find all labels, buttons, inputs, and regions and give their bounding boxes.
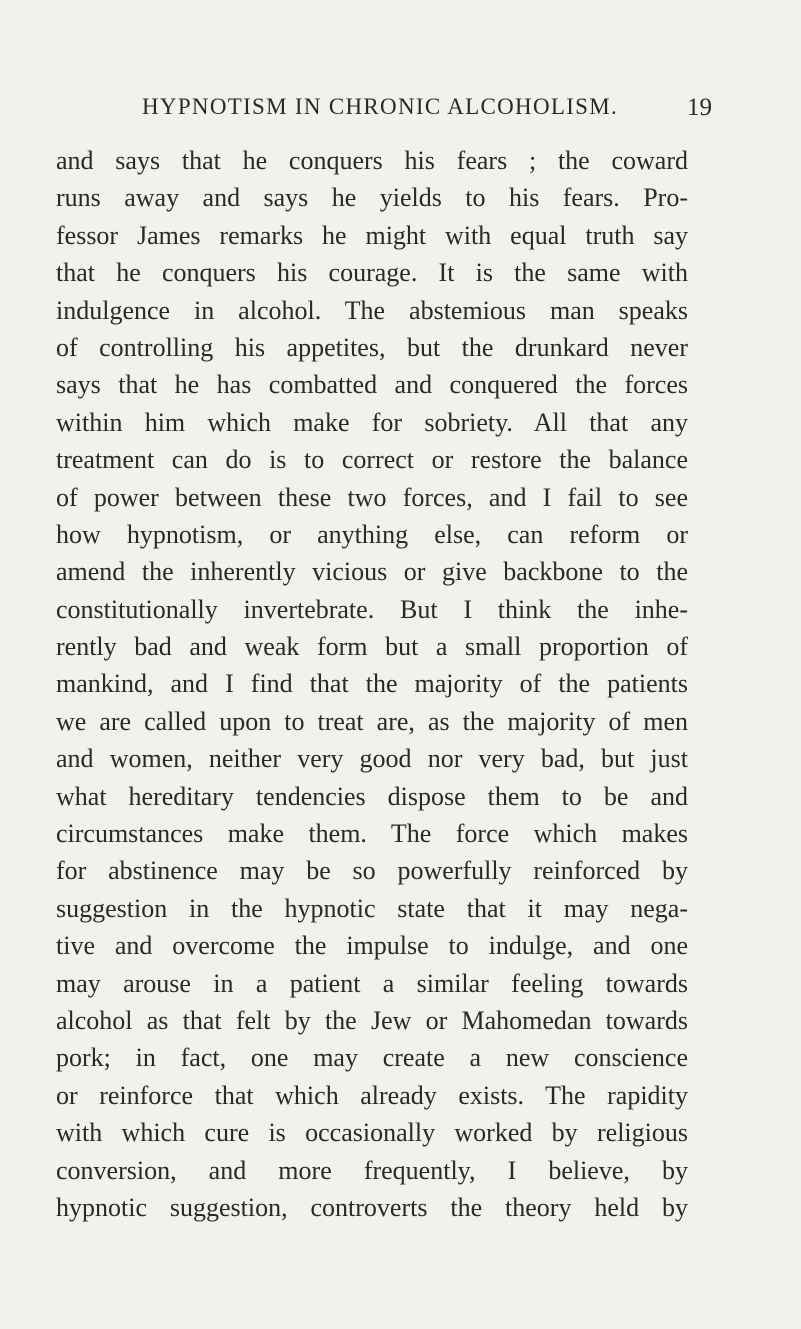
text-line: may arouse in a patient a similar feeling towards xyxy=(56,968,688,998)
text-line: amend the inherently vicious or give backbone to the xyxy=(56,557,688,587)
text-line: and women, neither very good nor very bad, but just xyxy=(56,744,688,774)
text-line: hypnotic suggestion, controverts the theory held by xyxy=(56,1192,688,1222)
text-line: mankind, and I find that the majority of the patients xyxy=(56,669,688,699)
text-line: suggestion in the hypnotic state that it may nega- xyxy=(56,893,688,923)
text-line: constitutionally invertebrate. But I think the inhe- xyxy=(56,594,688,624)
running-head-title: HYPNOTISM IN CHRONIC ALCOHOLISM. xyxy=(142,94,619,119)
text-line: we are called upon to treat are, as the majority of men xyxy=(56,706,688,736)
text-line: with which cure is occasionally worked by religious xyxy=(56,1118,688,1148)
text-line: alcohol as that felt by the Jew or Mahomedan towards xyxy=(56,1005,688,1035)
text-line: circumstances make them. The force which makes xyxy=(56,819,688,849)
text-line: of controlling his appetites, but the drunkard never xyxy=(56,332,688,362)
text-line: fessor James remarks he might with equal truth say xyxy=(56,220,688,250)
page-number: 19 xyxy=(687,94,712,121)
text-line: says that he has combatted and conquered the forces xyxy=(56,370,688,400)
text-line: that he conquers his courage. It is the same with xyxy=(56,258,688,288)
text-line: rently bad and weak form but a small proportion of xyxy=(56,632,688,662)
text-line: treatment can do is to correct or restore the balance xyxy=(56,445,688,475)
text-line: of power between these two forces, and I fail to see xyxy=(56,482,688,512)
text-line: pork; in fact, one may create a new conscience xyxy=(56,1043,688,1073)
text-line: within him which make for sobriety. All that any xyxy=(56,407,688,437)
text-line: or reinforce that which already exists. The rapidity xyxy=(56,1080,688,1110)
text-line: tive and overcome the impulse to indulge, and one xyxy=(56,931,688,961)
text-line: for abstinence may be so powerfully reinforced by xyxy=(56,856,688,886)
text-line: how hypnotism, or anything else, can reform or xyxy=(56,519,688,549)
text-line: and says that he conquers his fears ; the coward xyxy=(56,146,688,175)
text-line: indulgence in alcohol. The abstemious man speaks xyxy=(56,295,688,325)
text-line: what hereditary tendencies dispose them to be and xyxy=(56,781,688,811)
body-text xyxy=(56,142,688,1226)
text-line: runs away and says he yields to his fears. Pro- xyxy=(56,183,688,213)
running-head xyxy=(142,94,712,130)
text-line: conversion, and more frequently, I believe, by xyxy=(56,1155,688,1185)
